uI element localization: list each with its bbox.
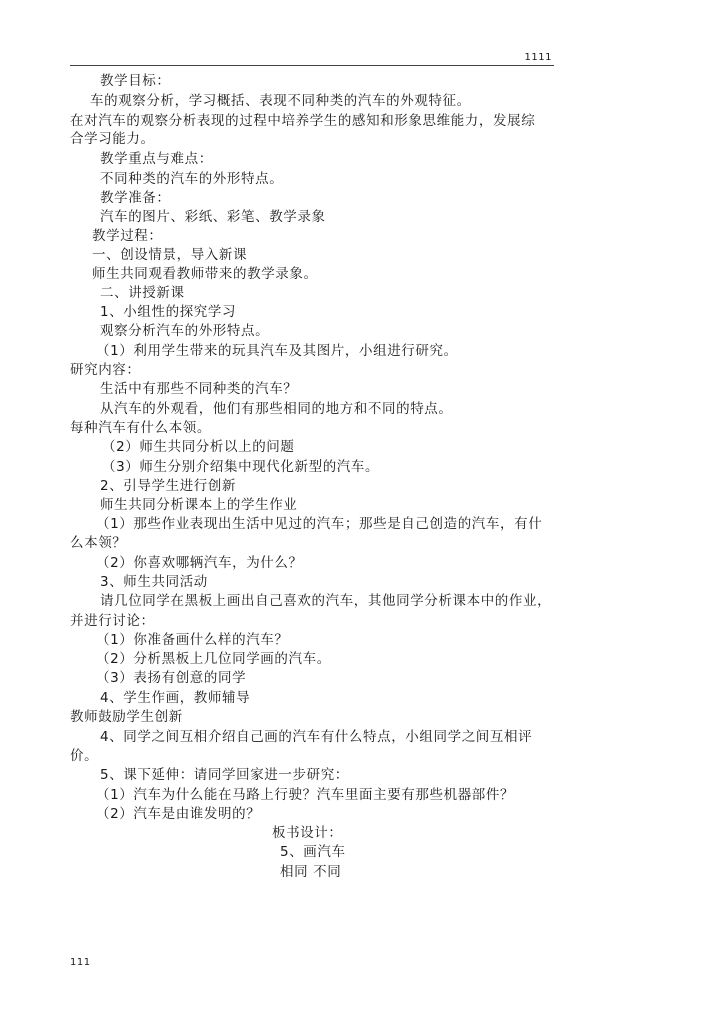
header-page-number: 1111	[524, 52, 552, 63]
text-line: （2）分析黑板上几位同学画的汽车。	[96, 651, 331, 667]
text-line: 4、学生作画，教师辅导	[100, 690, 251, 706]
text-line: （2）你喜欢哪辆汽车，为什么？	[96, 555, 303, 571]
text-line: （2）师生共同分析以上的问题	[102, 439, 295, 455]
text-line: （3）表扬有创意的同学	[96, 670, 247, 686]
text-line: 生活中有那些不同种类的汽车？	[100, 381, 298, 397]
text-line: （1）汽车为什么能在马路上行驶？汽车里面主要有那些机器部件？	[96, 787, 515, 803]
text-line: 教学过程：	[92, 228, 163, 244]
text-line: （3）师生分别介绍集中现代化新型的汽车。	[102, 459, 380, 475]
text-line: 一、创设情景，导入新课	[92, 247, 248, 263]
text-line: 二、讲授新课	[100, 285, 185, 301]
board-design-topic: 5、画汽车	[280, 844, 346, 860]
text-line: （1）利用学生带来的玩具汽车及其图片，小组进行研究。	[96, 343, 458, 359]
text-line: 观察分析汽车的外形特点。	[100, 323, 270, 339]
text-line: 合学习能力。	[70, 131, 155, 147]
text-line: （1）那些作业表现出生活中见过的汽车；那些是自己创造的汽车，有什	[96, 516, 543, 532]
board-design-title: 板书设计：	[272, 825, 343, 841]
text-line: 车的观察分析，学习概括、表现不同种类的汽车的外观特征。	[90, 93, 471, 109]
text-line: 在对汽车的观察分析表现的过程中培养学生的感知和形象思维能力，发展综	[70, 113, 536, 129]
text-line: 价。	[70, 748, 99, 764]
text-line: 不同种类的汽车的外形特点。	[100, 171, 284, 187]
text-line: 么本领？	[70, 535, 127, 551]
text-line: （1）你准备画什么样的汽车？	[96, 632, 289, 648]
text-line: 教学目标：	[100, 73, 171, 89]
text-line: 教学准备：	[100, 190, 171, 206]
text-line: 每种汽车有什么本领。	[70, 420, 211, 436]
text-line: 4、同学之间互相介绍自己画的汽车有什么特点，小组同学之间互相评	[100, 729, 533, 745]
text-line: （2）汽车是由谁发明的？	[96, 806, 261, 822]
text-line: 师生共同分析课本上的学生作业	[100, 497, 298, 513]
text-line: 5、课下延伸：请同学回家进一步研究：	[100, 767, 349, 783]
text-line: 3、师生共同活动	[100, 574, 208, 590]
board-design-columns: 相同 不同	[280, 864, 342, 880]
footer-page-number: 111	[70, 957, 91, 968]
header-divider	[70, 65, 554, 66]
text-line: 汽车的图片、彩纸、彩笔、教学录象	[100, 209, 326, 225]
text-line: 并进行讨论：	[70, 613, 155, 629]
text-line: 请几位同学在黑板上画出自己喜欢的汽车，其他同学分析课本中的作业，	[100, 593, 552, 609]
text-line: 研究内容：	[70, 362, 141, 378]
text-line: 教师鼓励学生创新	[70, 709, 183, 725]
text-line: 2、引导学生进行创新	[100, 478, 237, 494]
text-line: 1、小组性的探究学习	[100, 304, 237, 320]
text-line: 教学重点与难点：	[100, 151, 213, 167]
text-line: 师生共同观看教师带来的教学录象。	[92, 266, 318, 282]
text-line: 从汽车的外观看，他们有那些相同的地方和不同的特点。	[100, 401, 453, 417]
